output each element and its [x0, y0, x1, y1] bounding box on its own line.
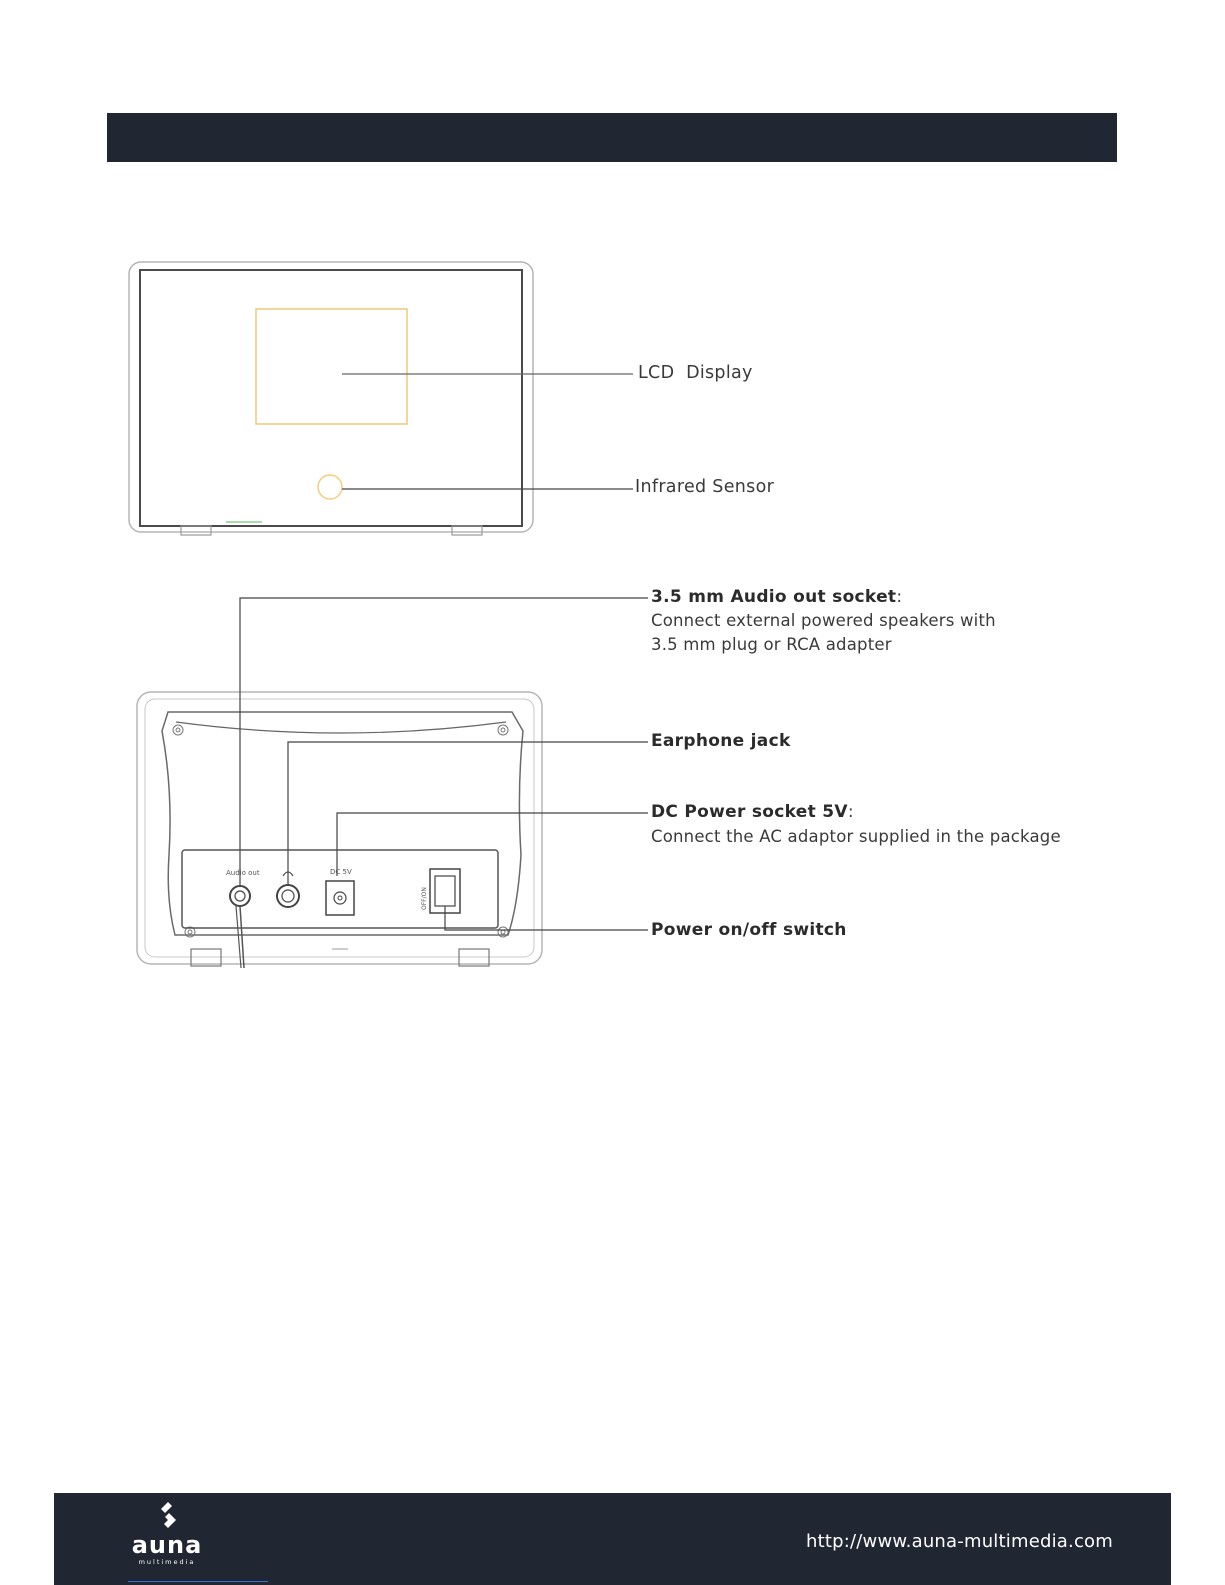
front-case-outer	[129, 262, 533, 532]
footer-bar	[54, 1493, 1171, 1585]
audio-out-title	[651, 587, 902, 607]
front-foot-left	[181, 526, 211, 535]
earphone-title-text: Earphone jack	[651, 731, 791, 751]
dc-socket	[326, 881, 354, 915]
back-case-inner	[145, 699, 534, 957]
panel-label-dc: DC 5V	[330, 868, 352, 876]
audio-out-desc-1: Connect external powered speakers with	[651, 611, 996, 630]
auna-logo	[112, 1499, 222, 1571]
front-view	[129, 262, 633, 535]
back-view	[137, 598, 648, 968]
footer-link-underline	[128, 1581, 268, 1582]
dc-leader	[337, 813, 648, 876]
logo-text: auna	[131, 1531, 203, 1559]
power-switch-title-text: Power on/off switch	[651, 920, 847, 940]
corner-screws	[173, 725, 508, 937]
leader-lines	[240, 598, 648, 930]
dc-power-title	[651, 802, 854, 822]
audio-out-socket	[230, 886, 250, 906]
connector-panel	[182, 850, 498, 928]
ir-sensor-label: Infrared Sensor	[635, 477, 775, 497]
footer-url-link[interactable]: http://www.auna-multimedia.com	[806, 1531, 1113, 1552]
dc-power-title-text: DC Power socket 5V	[651, 802, 848, 822]
dc-power-desc: Connect the AC adaptor supplied in the package	[651, 827, 1061, 846]
earphone-socket	[277, 885, 299, 907]
ir-sensor-outline	[318, 475, 342, 499]
logo-subtext: multimedia	[138, 1558, 196, 1566]
panel-label-audio-out: Audio out	[226, 869, 260, 877]
lcd-display-label: LCD Display	[638, 363, 753, 383]
power-switch-inner	[435, 876, 455, 906]
dc-power-title-suffix: :	[847, 802, 854, 822]
switch-leader	[445, 906, 648, 930]
panel-label-switch: OFF/ON	[421, 887, 428, 910]
audio-out-title-text: 3.5 mm Audio out socket	[651, 587, 897, 607]
back-recess	[162, 712, 523, 935]
audio-out-title-suffix: :	[896, 587, 903, 607]
audio-out-desc-2: 3.5 mm plug or RCA adapter	[651, 635, 892, 654]
lcd-display-outline	[256, 309, 407, 424]
logo-diamond-icon	[161, 1502, 176, 1528]
earphone-title	[651, 731, 791, 751]
front-foot-right	[452, 526, 482, 535]
power-switch-title	[651, 920, 847, 940]
